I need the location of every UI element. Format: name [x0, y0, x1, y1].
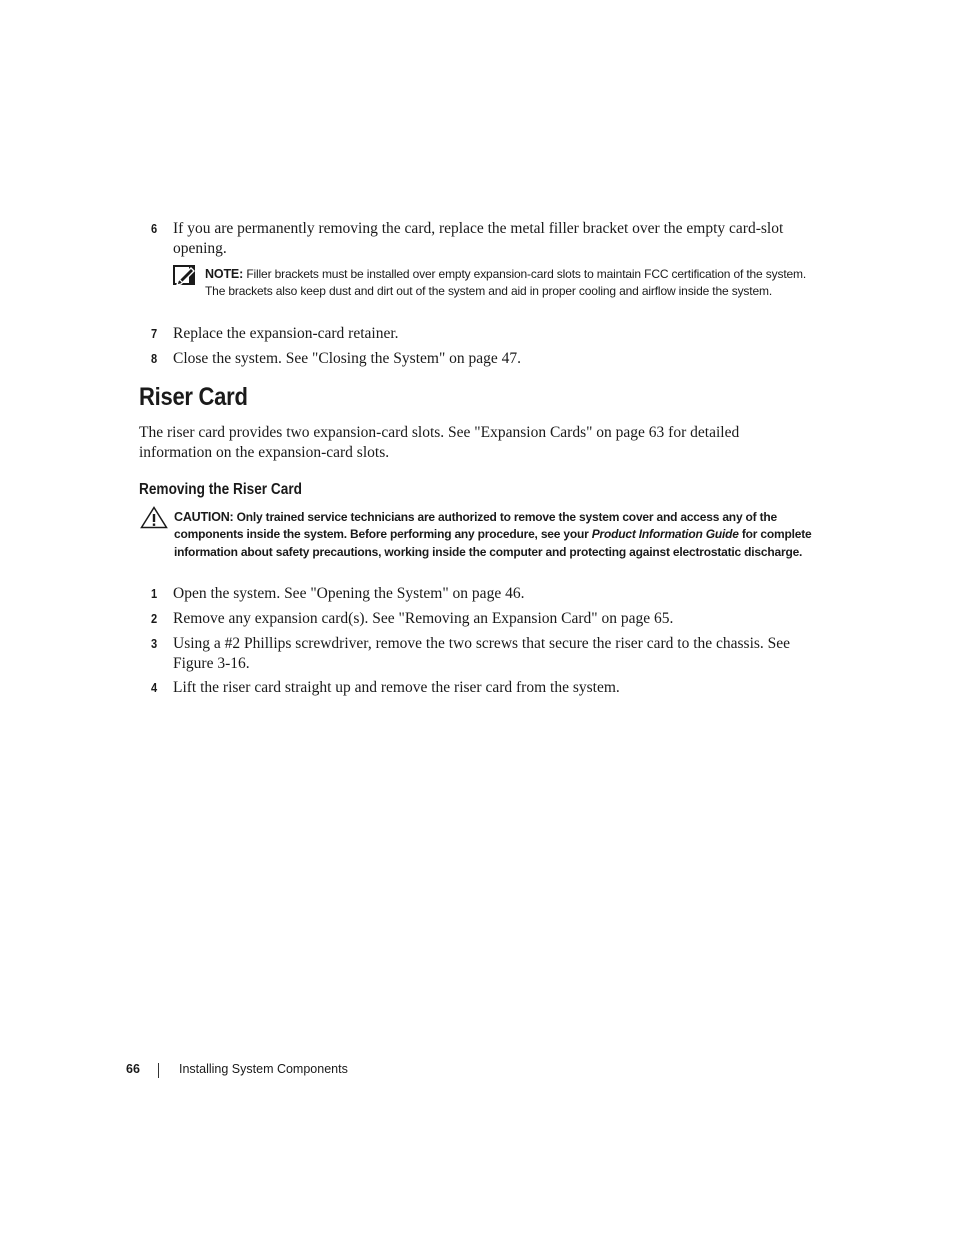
step-text: Open the system. See "Opening the System" on page 46.: [173, 585, 525, 602]
step-4: [151, 678, 821, 698]
note-pencil-icon: [173, 265, 195, 285]
step-1: [151, 584, 821, 604]
step-8: [151, 349, 821, 369]
step-3: [151, 634, 821, 673]
product-information-guide-reference: Product Information Guide: [591, 527, 739, 542]
page-number: 66: [126, 1062, 140, 1076]
note-label: NOTE:: [205, 267, 244, 281]
step-text: Replace the expansion-card retainer.: [173, 325, 399, 342]
footer-divider: [158, 1063, 159, 1078]
chapter-title: Installing System Components: [179, 1062, 348, 1076]
step-text: Remove any expansion card(s). See "Removing an Expansion Card" on page 65.: [173, 610, 674, 627]
step-number: 4: [151, 680, 158, 695]
step-text: Using a #2 Phillips screwdriver, remove the two screws that secure the riser card to the chassis. See Figure 3-16.: [173, 635, 791, 672]
section-title: Riser Card: [139, 383, 248, 411]
warning-triangle-icon: [140, 506, 168, 529]
caution-callout: [174, 509, 819, 561]
step-number: 7: [151, 326, 158, 341]
note-text: Filler brackets must be installed over empty expansion-card slots to maintain FCC certification of the system. The brackets also keep dust and dirt out of the system and aid in proper cooling and airflow inside the system.: [205, 267, 807, 299]
step-text: Lift the riser card straight up and remove the riser card from the system.: [173, 679, 620, 696]
step-number: 6: [151, 221, 158, 236]
step-number: 3: [151, 636, 158, 651]
section-intro: The riser card provides two expansion-card slots. See "Expansion Cards" on page 63 for detailed information on the expansion-card slots.: [139, 424, 740, 461]
caution-label: CAUTION:: [174, 510, 234, 524]
step-number: 2: [151, 611, 158, 626]
step-text: If you are permanently removing the card, replace the metal filler bracket over the empty card-slot opening.: [173, 220, 784, 257]
step-text: Close the system. See "Closing the System" on page 47.: [173, 350, 522, 367]
caution-text-before: Only trained service technicians are authorized to remove the system cover and access any of the components inside the system. Before performing any procedure, see your: [174, 510, 778, 542]
note-callout: [205, 266, 815, 300]
step-6: [151, 219, 821, 258]
step-number: 1: [151, 586, 158, 601]
caution-text-after: for complete information about safety precautions, working inside the computer and protecting against electrostatic discharge.: [174, 527, 812, 559]
step-7: [151, 324, 821, 344]
subsection-title: Removing the Riser Card: [139, 481, 302, 498]
step-2: [151, 609, 821, 629]
step-number: 8: [151, 351, 158, 366]
